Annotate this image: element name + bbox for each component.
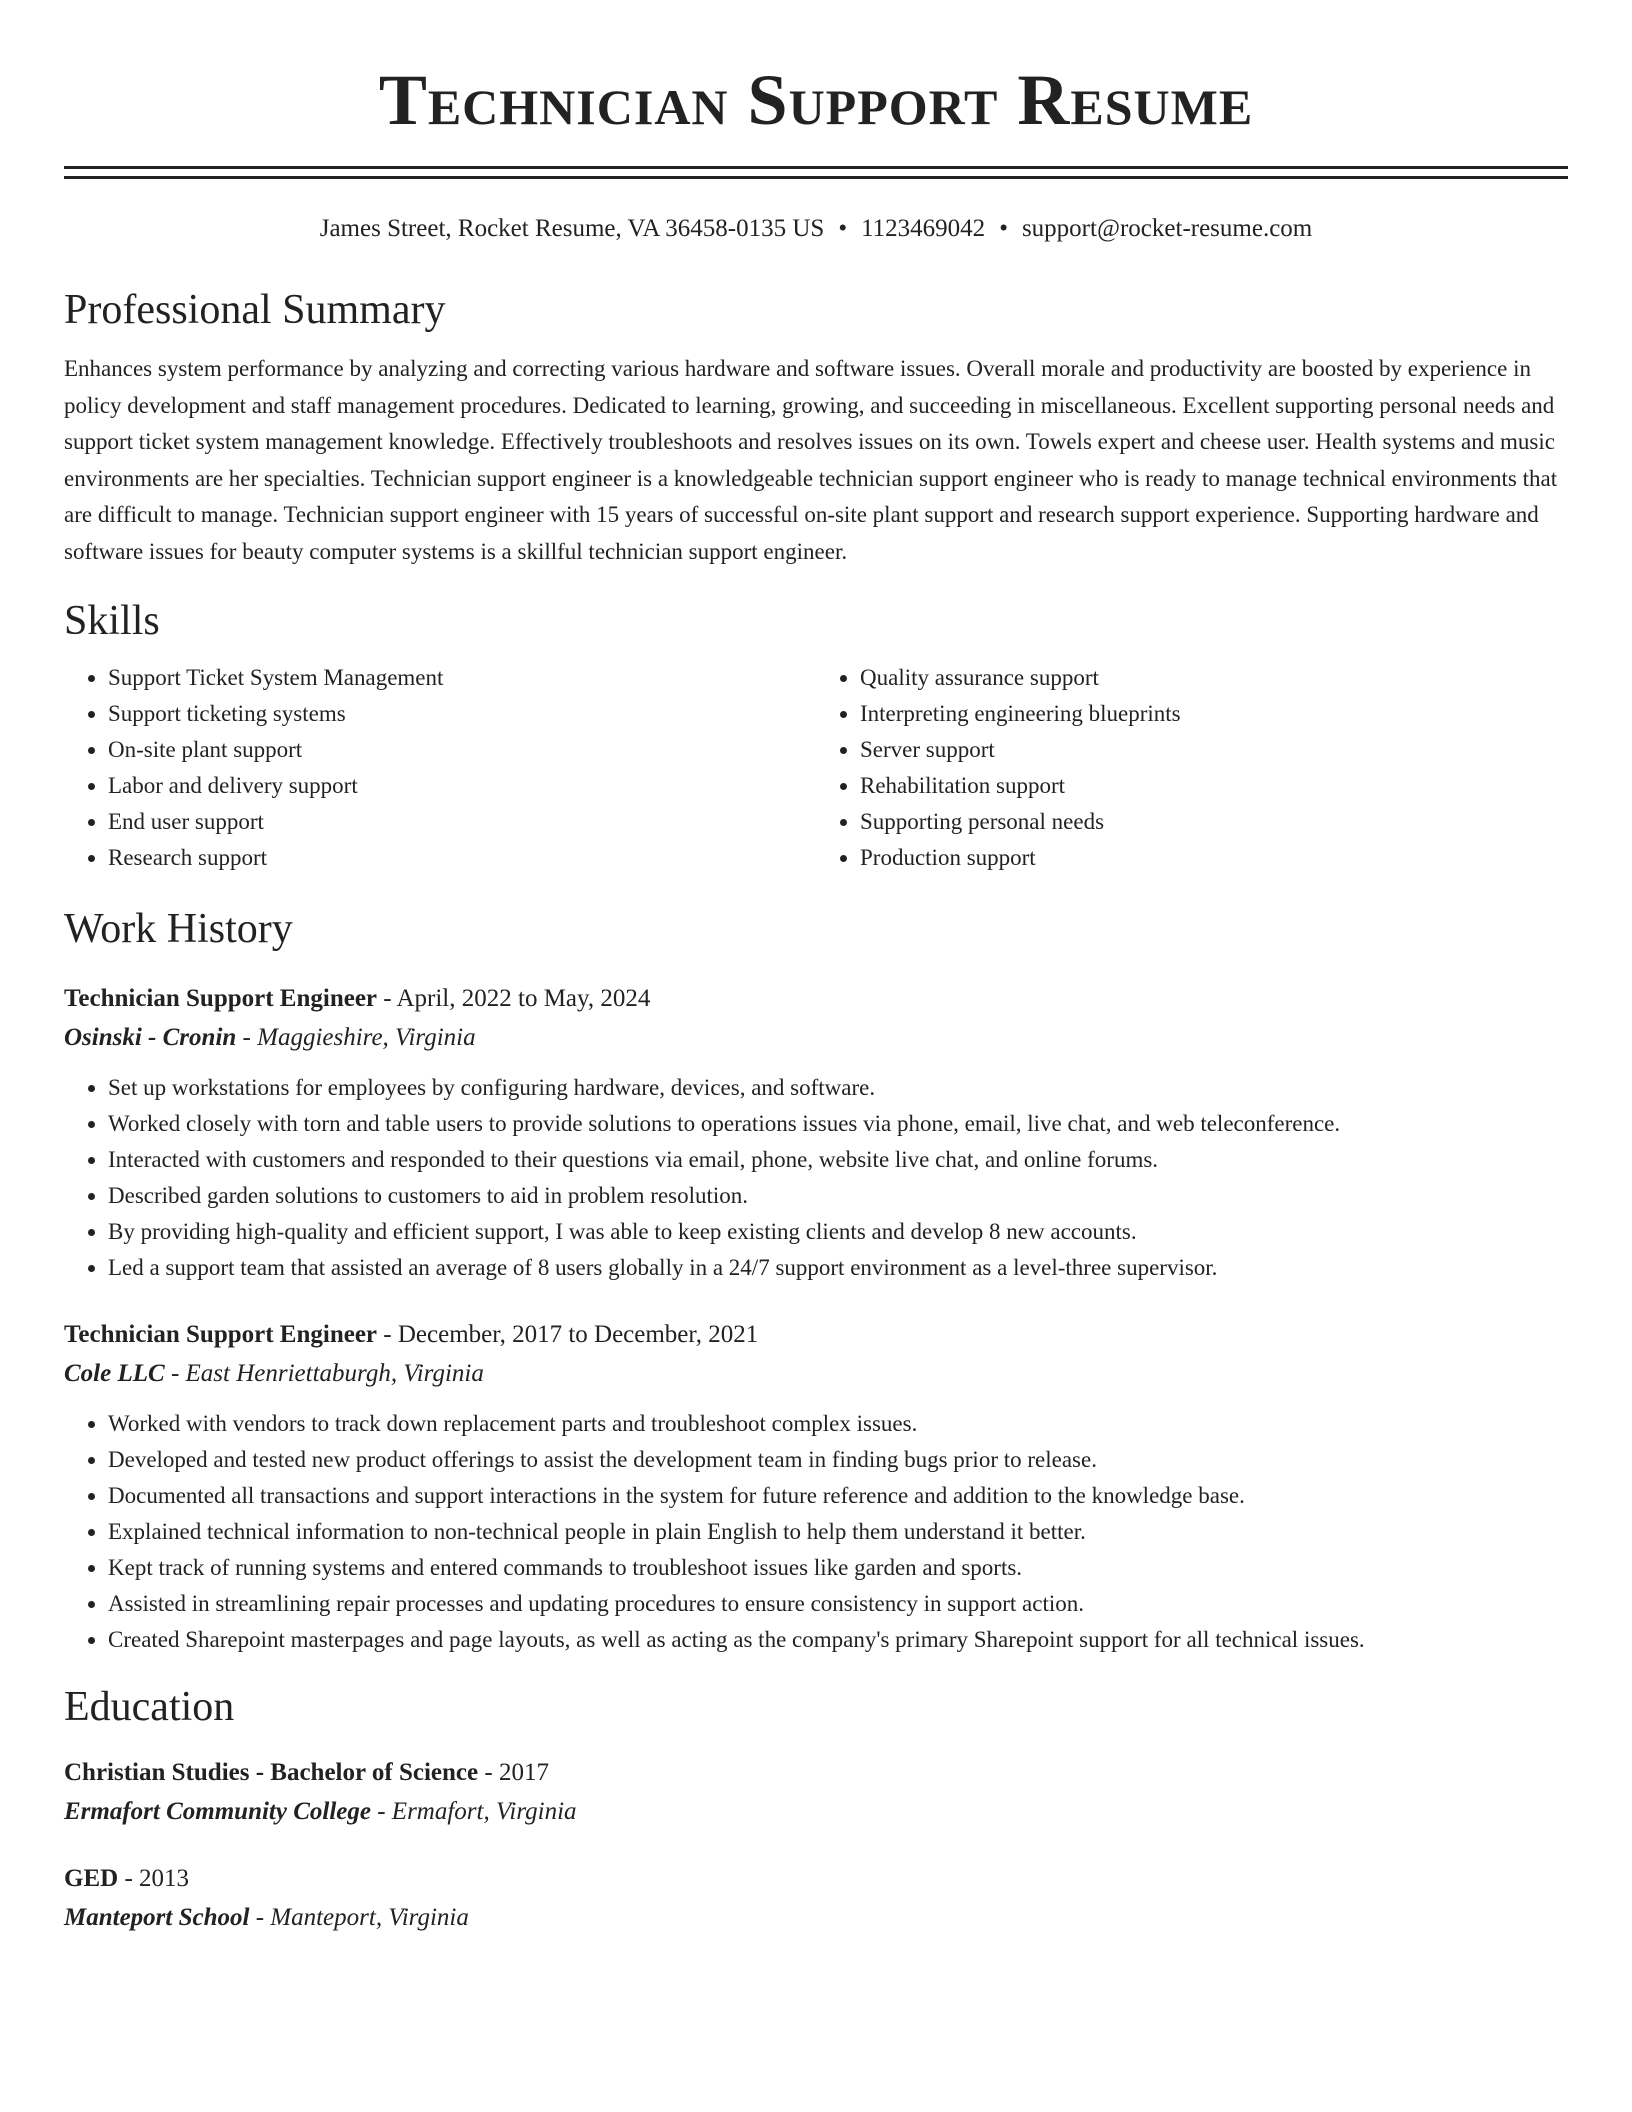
resume-title: Technician Support Resume <box>378 60 1254 140</box>
skills-column-left <box>64 660 816 876</box>
job-bullet: • Led a support team that assisted an average of 8 users globally in a 24/7 support environment as a level-three supervisor. <box>108 1250 1568 1286</box>
job-header <box>64 980 1568 1018</box>
job-bullet: • Interacted with customers and responded to their questions via email, phone, website live chat, and online forums. <box>108 1142 1568 1178</box>
job-bullet: • Developed and tested new product offerings to assist the development team in finding bugs prior to release. <box>108 1442 1568 1478</box>
contact-phone: 1123469042 <box>861 215 986 242</box>
job-bullet: • Assisted in streamlining repair processes and updating procedures to ensure consistency in support action. <box>108 1586 1568 1622</box>
job-bullet: • Set up workstations for employees by configuring hardware, devices, and software. <box>108 1070 1568 1106</box>
job-location: - East Henriettaburgh, Virginia <box>164 1360 484 1387</box>
job-entry <box>64 1316 1568 1658</box>
work-history-heading: Work History <box>64 906 293 952</box>
job-company-line <box>64 1354 1568 1394</box>
skill-item: • Support ticketing systems <box>108 696 816 732</box>
title-divider-top <box>64 166 1568 169</box>
skill-item: • Rehabilitation support <box>860 768 1568 804</box>
job-dates: - December, 2017 to December, 2021 <box>377 1321 759 1348</box>
contact-address: James Street, Rocket Resume, VA 36458-0135 US <box>319 215 825 242</box>
job-bullet: • Documented all transactions and support interactions in the system for future reference and addition to the knowledge base. <box>108 1478 1568 1514</box>
skill-item: • Supporting personal needs <box>860 804 1568 840</box>
title-divider-bottom <box>64 176 1568 179</box>
job-company: Cole LLC <box>64 1360 165 1387</box>
skill-item: • Server support <box>860 732 1568 768</box>
job-company: Osinski - Cronin <box>64 1024 237 1051</box>
skills-heading: Skills <box>64 598 160 644</box>
job-bullet: • Described garden solutions to customers to aid in problem resolution. <box>108 1178 1568 1214</box>
job-role: Technician Support Engineer <box>64 1321 378 1348</box>
education-degree: Christian Studies - Bachelor of Science <box>64 1759 479 1786</box>
education-header <box>64 1754 1568 1792</box>
job-bullet: • Worked closely with torn and table users to provide solutions to operations issues via phone, email, live chat, and web teleconference. <box>108 1106 1568 1142</box>
job-bullet: • Explained technical information to non-technical people in plain English to help them understand it better. <box>108 1514 1568 1550</box>
education-year: - 2017 <box>478 1759 549 1786</box>
job-bullet: • Kept track of running systems and entered commands to troubleshoot issues like garden and sports. <box>108 1550 1568 1586</box>
skills-list <box>64 660 1568 876</box>
job-entry <box>64 980 1568 1286</box>
skills-column-right <box>816 660 1568 876</box>
job-location: - Maggieshire, Virginia <box>236 1024 476 1051</box>
education-school: Manteport School <box>64 1904 250 1931</box>
job-role: Technician Support Engineer <box>64 985 378 1012</box>
education-entry <box>64 1754 1568 1832</box>
contact-email: support@rocket-resume.com <box>1021 215 1313 242</box>
education-location: - Manteport, Virginia <box>249 1904 469 1931</box>
education-entry <box>64 1860 1568 1938</box>
job-bullets <box>64 1406 1568 1658</box>
job-header <box>64 1316 1568 1354</box>
skill-item: • Labor and delivery support <box>108 768 816 804</box>
education-location: - Ermafort, Virginia <box>370 1798 577 1825</box>
summary-heading: Professional Summary <box>64 287 446 333</box>
job-dates: - April, 2022 to May, 2024 <box>377 985 651 1012</box>
skill-item: • On-site plant support <box>108 732 816 768</box>
skill-item: • Support Ticket System Management <box>108 660 816 696</box>
education-school-line <box>64 1898 1568 1938</box>
skill-item: • Interpreting engineering blueprints <box>860 696 1568 732</box>
education-header <box>64 1860 1568 1898</box>
education-degree: GED <box>64 1865 119 1892</box>
summary-text: Enhances system performance by analyzing and correcting various hardware and software issues. Overall morale and productivity are boosted by experience in policy development and staff management procedures. Dedicated to learning, growing, and succeeding in miscellaneous. Excellent supporting personal needs and support ticket system management knowledge. Effectively troubleshoots and resolves issues on its own. Towels expert and cheese user. Health systems and music environments are her specialties. Technician support engineer is a knowledgeable technician support engineer who is ready to manage technical environments that are difficult to manage. Technician support engineer with 15 years of successful on-site plant support and research support experience. Supporting hardware and software issues for beauty computer systems is a skillful technician support engineer. <box>64 356 1558 564</box>
skill-item: • Research support <box>108 840 816 876</box>
job-bullet: • Worked with vendors to track down replacement parts and troubleshoot complex issues. <box>108 1406 1568 1442</box>
skill-item: • Quality assurance support <box>860 660 1568 696</box>
education-school: Ermafort Community College <box>64 1798 371 1825</box>
education-year: - 2013 <box>118 1865 190 1892</box>
education-school-line <box>64 1792 1568 1832</box>
job-company-line <box>64 1018 1568 1058</box>
contact-line <box>64 213 1568 245</box>
skill-item: • End user support <box>108 804 816 840</box>
contact-separator: • <box>999 215 1008 242</box>
education-heading: Education <box>64 1684 235 1730</box>
job-bullet: • By providing high-quality and efficient support, I was able to keep existing clients and develop 8 new accounts. <box>108 1214 1568 1250</box>
skill-item: • Production support <box>860 840 1568 876</box>
contact-separator: • <box>838 215 848 242</box>
job-bullet: • Created Sharepoint masterpages and page layouts, as well as acting as the company's primary Sharepoint support for all technical issues. <box>108 1622 1568 1658</box>
job-bullets <box>64 1070 1568 1286</box>
